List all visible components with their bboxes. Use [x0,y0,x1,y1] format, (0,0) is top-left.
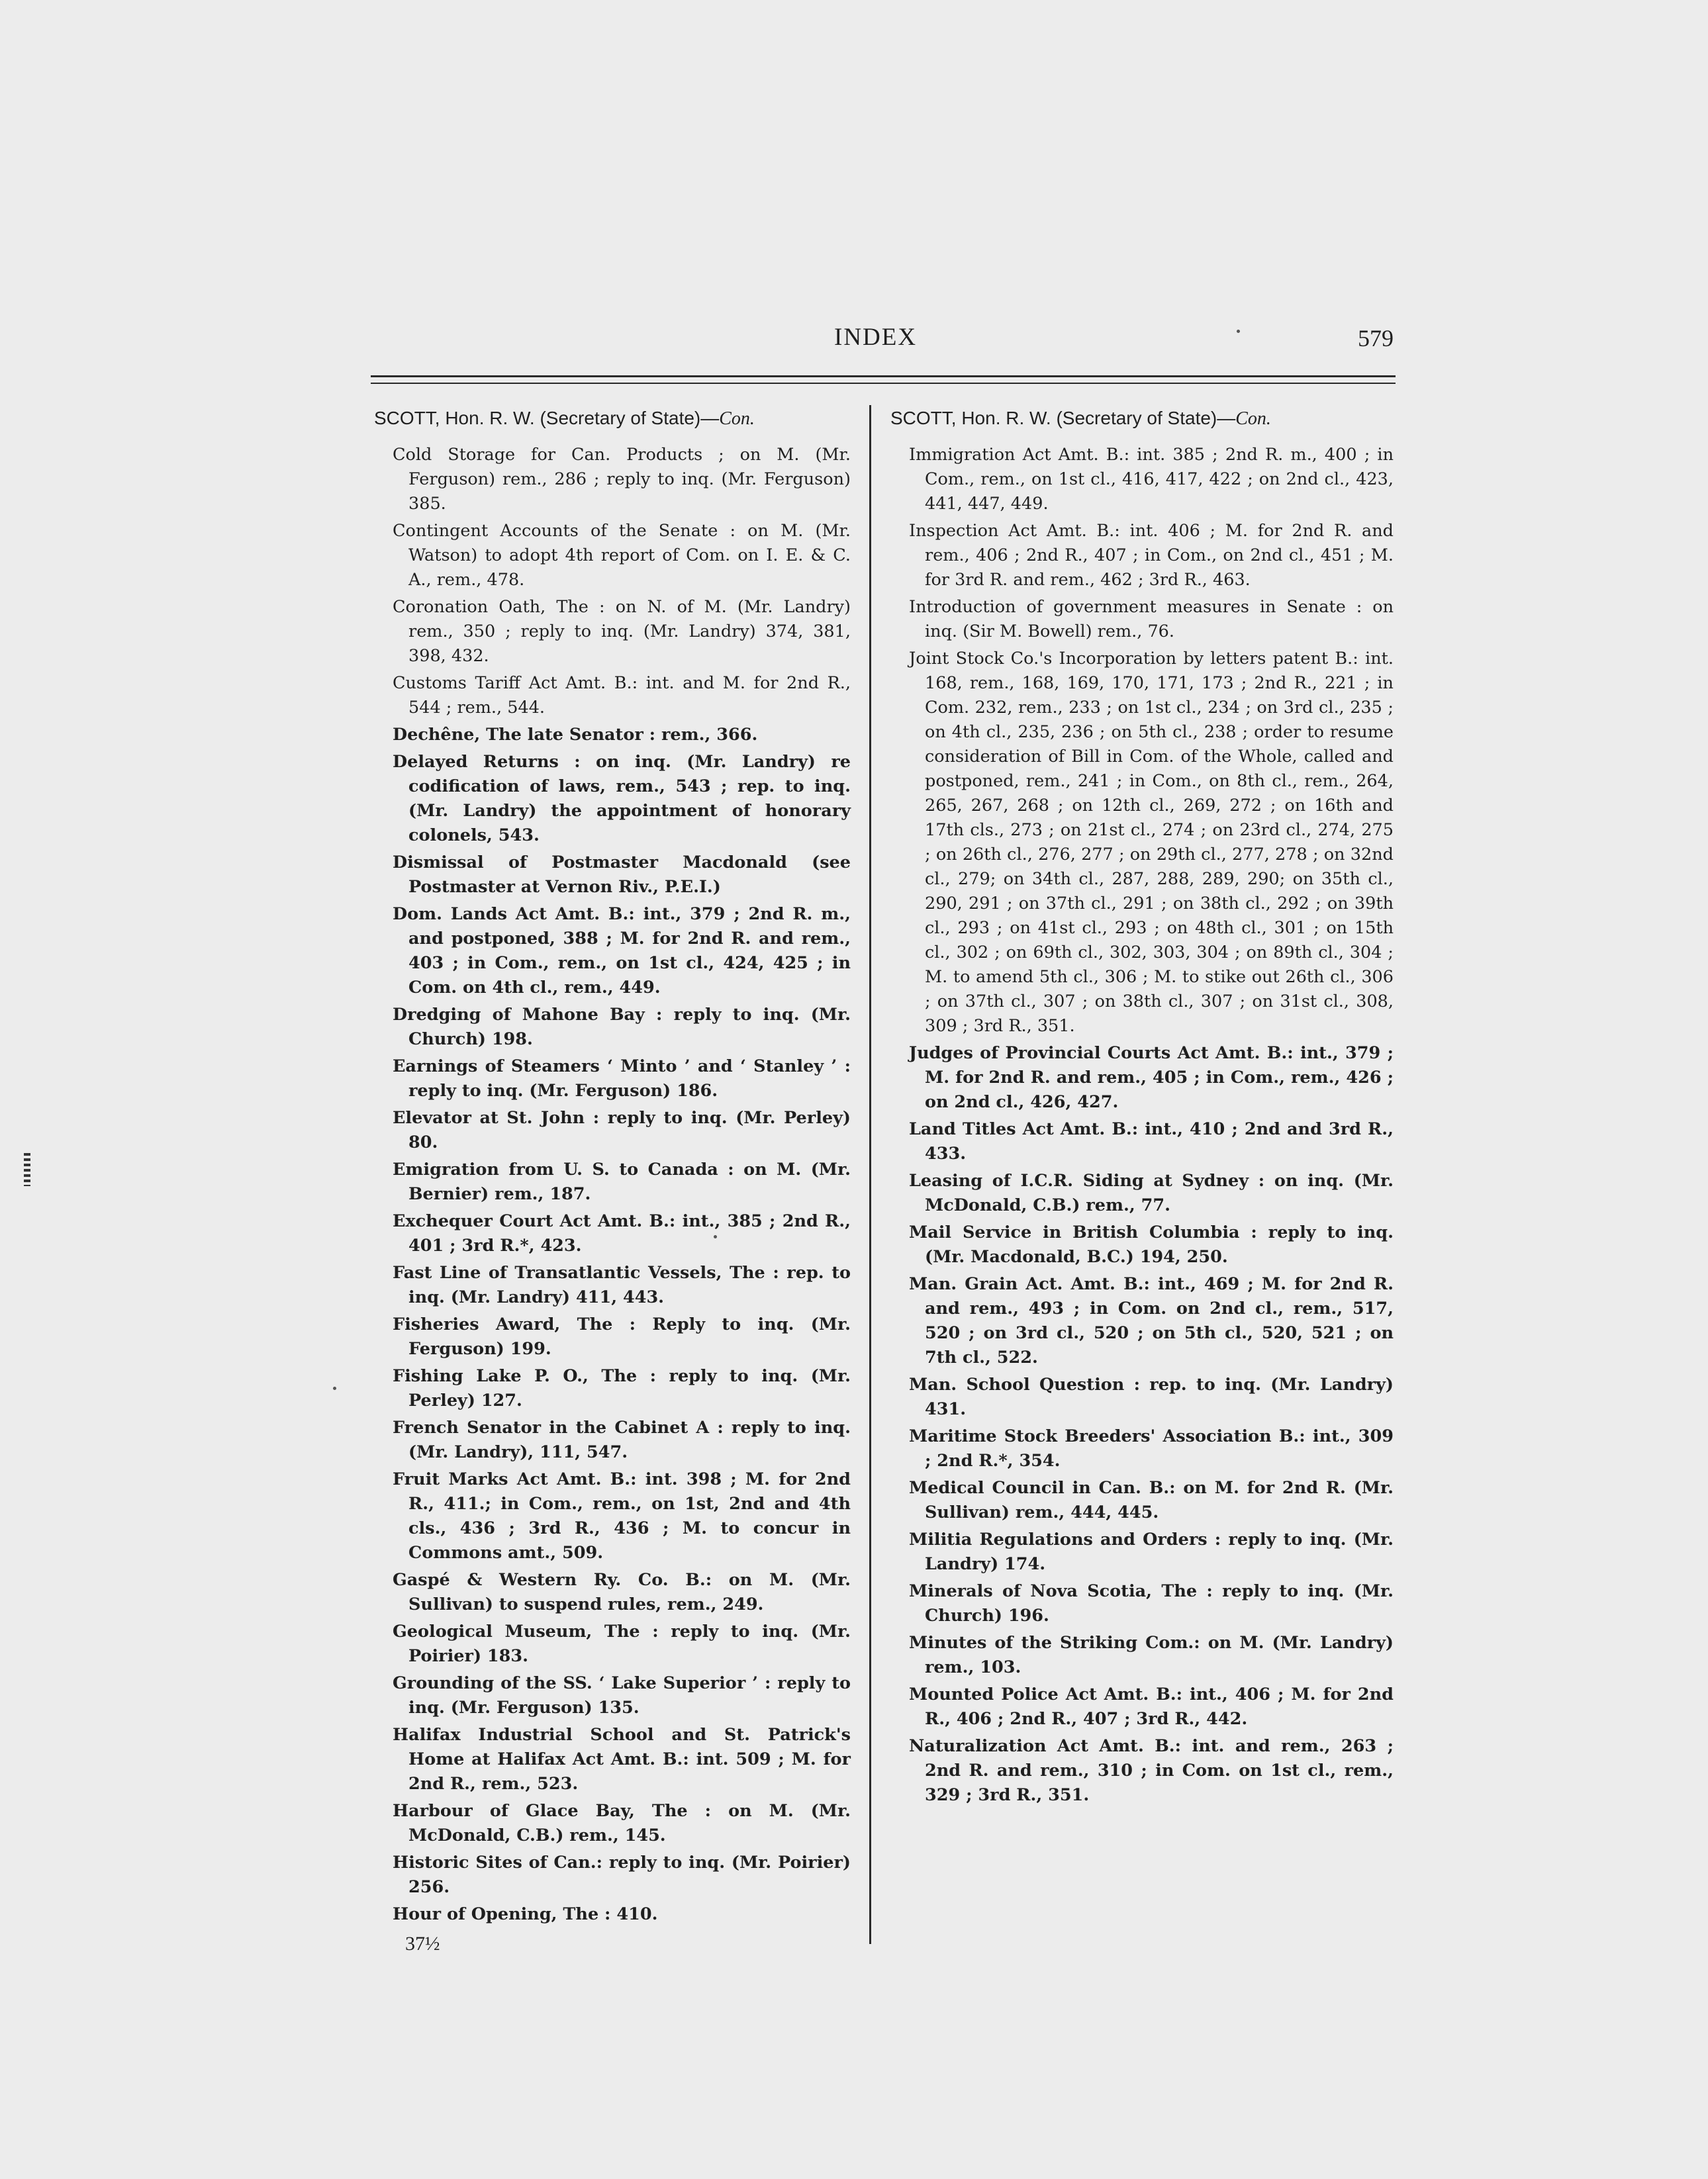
index-entry: Contingent Accounts of the Senate : on M. (Mr. Watson) to adopt 4th report of Com. on I. E. & C. A., rem., 478. [393,521,851,590]
index-entry: Introduction of government measures in Senate : on inq. (Sir M. Bowell) rem., 76. [909,597,1394,641]
column-divider [869,405,871,1944]
index-entry: Maritime Stock Breeders' Association B.: int., 309 ; 2nd R.*, 354. [909,1426,1394,1471]
index-entry: Customs Tariff Act Amt. B.: int. and M. for 2nd R., 544 ; rem., 544. [393,673,851,718]
index-entry: Geological Museum, The : reply to inq. (Mr. Poirier) 183. [393,1622,851,1666]
right-heading-con: Con. [1235,408,1271,429]
left-heading-con: Con. [719,408,755,429]
index-entry: Earnings of Steamers ‘ Minto ’ and ‘ Stanley ’ : reply to inq. (Mr. Ferguson) 186. [393,1056,851,1101]
index-entry: Emigration from U. S. to Canada : on M. (Mr. Bernier) rem., 187. [393,1160,851,1204]
right-column-heading [890,405,1394,432]
index-entry: Dismissal of Postmaster Macdonald (see Postmaster at Vernon Riv., P.E.I.) [393,853,851,897]
index-entry: Immigration Act Amt. B.: int. 385 ; 2nd R. m., 400 ; in Com., rem., on 1st cl., 416, 417, 422 ; on 2nd cl., 423, 441, 447, 449. [909,445,1394,514]
index-entry: Fast Line of Transatlantic Vessels, The : rep. to inq. (Mr. Landry) 411, 443. [393,1263,851,1307]
page-title: INDEX [834,324,918,351]
scan-speck [333,1387,336,1390]
index-entry: Cold Storage for Can. Products ; on M. (Mr. Ferguson) rem., 286 ; reply to inq. (Mr. Ferguson) 385. [393,445,851,514]
index-entry: Man. School Question : rep. to inq. (Mr. Landry) 431. [909,1375,1394,1419]
index-entry: Inspection Act Amt. B.: int. 406 ; M. for 2nd R. and rem., 406 ; 2nd R., 407 ; in Com., on 2nd cl., 451 ; M. for 3rd R. and rem., 462 ; 3rd R., 463. [909,521,1394,590]
right-heading-name: SCOTT, Hon. R. W. (Secretary of State)— [890,408,1236,428]
index-entry: Mounted Police Act Amt. B.: int., 406 ; M. for 2nd R., 406 ; 2nd R., 407 ; 3rd R., 442. [909,1685,1394,1729]
index-entry: Coronation Oath, The : on N. of M. (Mr. Landry) rem., 350 ; reply to inq. (Mr. Landry) 374, 381, 398, 432. [393,597,851,666]
index-entry: Land Titles Act Amt. B.: int., 410 ; 2nd and 3rd R., 433. [909,1119,1394,1164]
scan-speck [1237,330,1240,333]
page-number: 579 [1358,325,1394,351]
index-entry: Minutes of the Striking Com.: on M. (Mr. Landry) rem., 103. [909,1633,1394,1677]
index-entry: Naturalization Act Amt. B.: int. and rem., 263 ; 2nd R. and rem., 310 ; in Com. on 1st cl., rem., 329 ; 3rd R., 351. [909,1736,1394,1805]
left-column-heading [374,405,851,432]
right-column [890,405,1394,1810]
index-entry: Man. Grain Act. Amt. B.: int., 469 ; M. for 2nd R. and rem., 493 ; in Com. on 2nd cl., rem., 517, 520 ; on 3rd cl., 520 ; on 5th cl., 520, 521 ; on 7th cl., 522. [909,1274,1394,1368]
index-entry: Dredging of Mahone Bay : reply to inq. (Mr. Church) 198. [393,1005,851,1049]
signature-mark: 37½ [405,1933,440,1955]
index-entry: Joint Stock Co.'s Incorporation by letters patent B.: int. 168, rem., 168, 169, 170, 171, 173 ; 2nd R., 221 ; in Com. 232, rem., 233 ; on 1st cl., 234 ; on 3rd cl., 235 ; on 4th cl., 235, 236 ; on 5th cl., 238 ; order to resume consideration of Bill in Com. of the Whole, called and postponed, rem., 241 ; in Com., on 8th cl., rem., 264, 265, 267, 268 ; on 12th cl., 269, 272 ; on 16th and 17th cls., 273 ; on 21st cl., 274 ; on 23rd cl., 274, 275 ; on 26th cl., 276, 277 ; on 29th cl., 277, 278 ; on 32nd cl., 279; on 34th cl., 287, 288, 289, 290; on 35th cl., 290, 291 ; on 37th cl., 291 ; on 38th cl., 292 ; on 39th cl., 293 ; on 41st cl., 293 ; on 48th cl., 301 ; on 15th cl., 302 ; on 69th cl., 302, 303, 304 ; on 89th cl., 304 ; M. to amend 5th cl., 306 ; M. to stike out 26th cl., 306 ; on 37th cl., 307 ; on 38th cl., 307 ; on 31st cl., 308, 309 ; 3rd R., 351. [909,649,1394,1036]
left-column [374,405,851,1929]
page-header [371,323,1394,369]
index-entry: Mail Service in British Columbia : reply to inq. (Mr. Macdonald, B.C.) 194, 250. [909,1223,1394,1267]
left-entry-list [374,443,851,1927]
scan-edge-mark [24,1153,30,1186]
index-entry: Elevator at St. John : reply to inq. (Mr. Perley) 80. [393,1108,851,1152]
header-rule-bottom [371,383,1396,384]
index-entry: Exchequer Court Act Amt. B.: int., 385 ; 2nd R., 401 ; 3rd R.*, 423. [393,1211,851,1256]
header-rule-top [371,375,1396,377]
index-entry: Delayed Returns : on inq. (Mr. Landry) re codification of laws, rem., 543 ; rep. to inq. (Mr. Landry) the appointment of honorary colonels, 543. [393,752,851,845]
scan-speck [714,1235,717,1238]
index-entry: Minerals of Nova Scotia, The : reply to inq. (Mr. Church) 196. [909,1581,1394,1626]
index-entry: Fruit Marks Act Amt. B.: int. 398 ; M. for 2nd R., 411.; in Com., rem., on 1st, 2nd and 4th cls., 436 ; 3rd R., 436 ; M. to concur in Commons amt., 509. [393,1469,851,1563]
index-entry: Historic Sites of Can.: reply to inq. (Mr. Poirier) 256. [393,1853,851,1897]
index-entry: Dechêne, The late Senator : rem., 366. [393,725,758,745]
index-entry: Gaspé & Western Ry. Co. B.: on M. (Mr. Sullivan) to suspend rules, rem., 249. [393,1570,851,1614]
index-entry: Judges of Provincial Courts Act Amt. B.: int., 379 ; M. for 2nd R. and rem., 405 ; in Com., rem., 426 ; on 2nd cl., 426, 427. [909,1043,1394,1112]
index-entry: Medical Council in Can. B.: on M. for 2nd R. (Mr. Sullivan) rem., 444, 445. [909,1478,1394,1522]
index-entry: Fishing Lake P. O., The : reply to inq. (Mr. Perley) 127. [393,1366,851,1411]
index-entry: Fisheries Award, The : Reply to inq. (Mr. Ferguson) 199. [393,1315,851,1359]
index-entry: Hour of Opening, The : 410. [393,1904,658,1924]
index-entry: Grounding of the SS. ‘ Lake Superior ’ : reply to inq. (Mr. Ferguson) 135. [393,1673,851,1718]
index-entry: Harbour of Glace Bay, The : on M. (Mr. McDonald, C.B.) rem., 145. [393,1801,851,1845]
index-entry: Militia Regulations and Orders : reply to inq. (Mr. Landry) 174. [909,1530,1394,1574]
left-heading-name: SCOTT, Hon. R. W. (Secretary of State)— [374,408,720,428]
right-entry-list [890,443,1394,1808]
index-entry: Dom. Lands Act Amt. B.: int., 379 ; 2nd R. m., and postponed, 388 ; M. for 2nd R. and rem., 403 ; in Com., rem., on 1st cl., 424, 425 ; in Com. on 4th cl., rem., 449. [393,904,851,997]
index-entry: Halifax Industrial School and St. Patrick's Home at Halifax Act Amt. B.: int. 509 ; M. for 2nd R., rem., 523. [393,1725,851,1794]
index-entry: Leasing of I.C.R. Siding at Sydney : on inq. (Mr. McDonald, C.B.) rem., 77. [909,1171,1394,1215]
index-entry: French Senator in the Cabinet A : reply to inq. (Mr. Landry), 111, 547. [393,1418,851,1462]
